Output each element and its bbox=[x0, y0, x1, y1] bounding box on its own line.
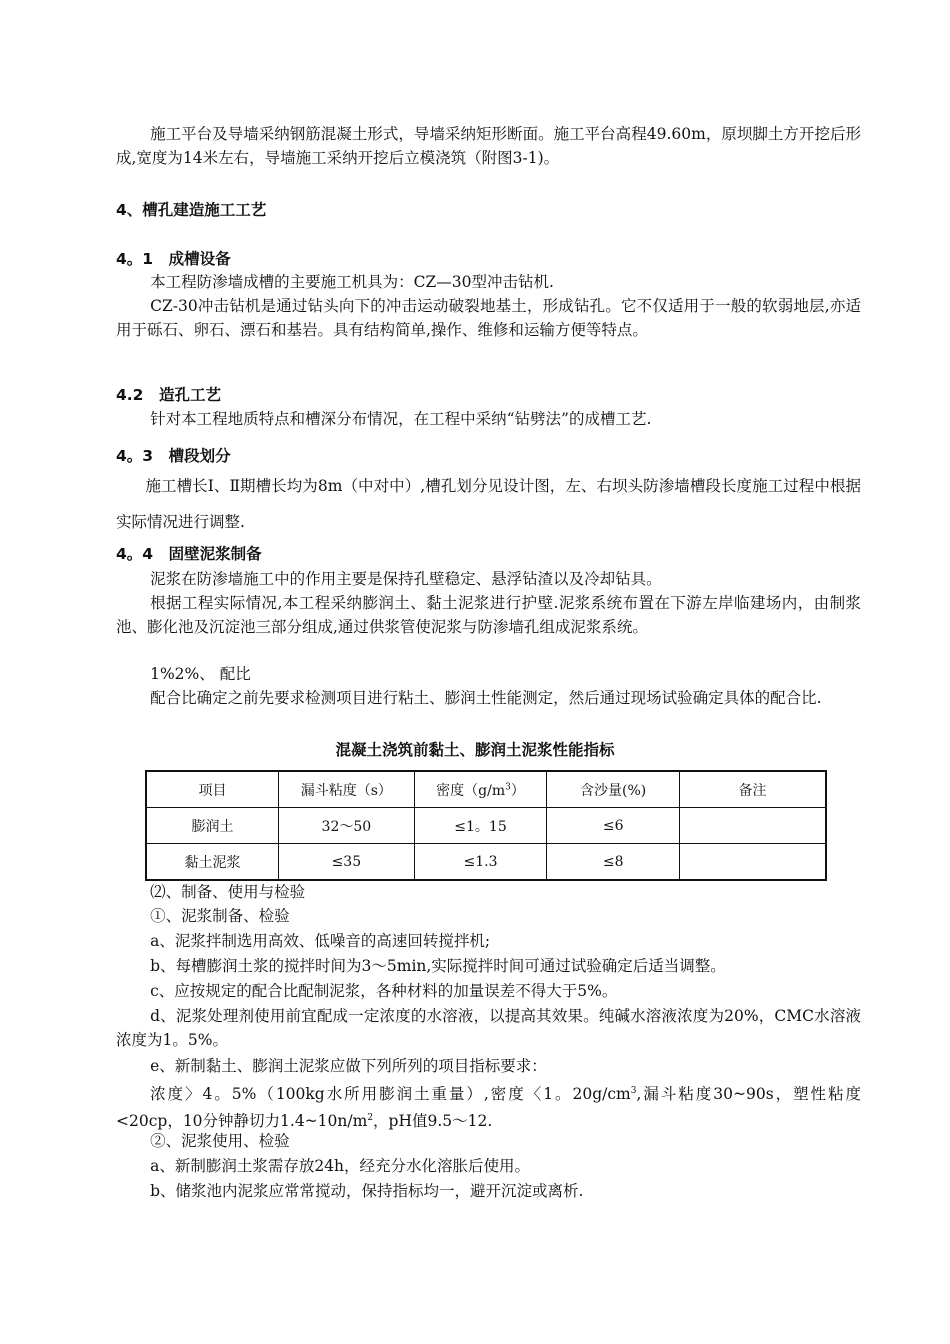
paragraph-item-e: e、新制黏土、膨润土泥浆应做下列所列的项目指标要求： bbox=[150, 1057, 547, 1075]
paragraph-item-d: d、泥浆处理剂使用前宜配成一定浓度的水溶液，以提高其效果。纯碱水溶液浓度为20%，CMC水溶液浓度为1。5%。 bbox=[116, 1007, 861, 1049]
column-header-sand-content: 含沙量(%) bbox=[547, 771, 680, 808]
paragraph-item-b: b、每槽膨润土浆的搅拌时间为3～5min,实际搅拌时间可通过试验确定后适当调整。 bbox=[150, 957, 726, 975]
paragraph-use-a: a、新制膨润土浆需存放24h，经充分水化溶胀后使用。 bbox=[150, 1157, 531, 1175]
column-header-remarks: 备注 bbox=[679, 771, 826, 808]
paragraph-mix-ratio-heading: 1%2%、 配比 bbox=[150, 665, 251, 683]
paragraph-slurry-prep-check: ①、泥浆制备、检验 bbox=[150, 907, 290, 925]
table-row bbox=[146, 844, 826, 881]
paragraph-mix-ratio: 配合比确定之前先要求检测项目进行粘土、膨润土性能测定，然后通过现场试验确定具体的配合比. bbox=[150, 689, 822, 707]
table-cell: ≤35 bbox=[279, 844, 415, 881]
slurry-performance-table bbox=[145, 770, 827, 881]
table-title: 混凝土浇筑前黏土、膨润土泥浆性能指标 bbox=[335, 741, 615, 759]
table-cell: ≤1.3 bbox=[414, 844, 547, 881]
subsection-heading-4-1: 4。1 成槽设备 bbox=[116, 250, 231, 268]
column-header-item: 项目 bbox=[146, 771, 279, 808]
paragraph-use-b: b、储浆池内泥浆应常常搅动，保持指标均一，避开沉淀或离析. bbox=[150, 1182, 584, 1200]
column-header-funnel-viscosity: 漏斗粘度（s） bbox=[279, 771, 415, 808]
column-header-density: 密度$(g/m^3)$ bbox=[414, 771, 547, 808]
paragraph-slot-division: 施工槽长Ⅰ、Ⅱ期槽长均为8m（中对中）,槽孔划分见设计图，左、右坝头防渗墙槽段长度施工过程中根据实际情况进行调整. bbox=[116, 477, 861, 531]
paragraph-item-c: c、应按规定的配合比配制泥浆，各种材料的加量误差不得大于5%。 bbox=[150, 982, 618, 1000]
table-cell: 黏土泥浆 bbox=[146, 844, 279, 881]
table-cell: ≤8 bbox=[547, 844, 680, 881]
paragraph-slurry-use-check: ②、泥浆使用、检验 bbox=[150, 1132, 290, 1150]
paragraph-slurry-system: 根据工程实际情况,本工程采纳膨润土、黏土泥浆进行护壁.泥浆系统布置在下游左岸临建场内，由制浆池、膨化池及沉淀池三部分组成,通过供浆管使泥浆与防渗墙孔组成泥浆系统。 bbox=[116, 594, 861, 636]
section-heading-4: 4、槽孔建造施工工艺 bbox=[116, 201, 267, 219]
table-cell: ≤1。15 bbox=[414, 808, 547, 844]
paragraph-equipment: 本工程防渗墙成槽的主要施工机具为：CZ—30型冲击钻机. bbox=[150, 273, 554, 291]
subsection-heading-4-2: 4.2 造孔工艺 bbox=[116, 386, 221, 404]
table-cell bbox=[679, 808, 826, 844]
table-row bbox=[146, 808, 826, 844]
paragraph-platform: 施工平台及导墙采纳钢筋混凝土形式，导墙采纳矩形断面。施工平台高程49.60m，原坝脚土方开挖后形成,宽度为14米左右，导墙施工采纳开挖后立模浇筑（附图3-1)。 bbox=[116, 125, 861, 167]
paragraph-item-a: a、泥浆拌制选用高效、低噪音的高速回转搅拌机; bbox=[150, 932, 491, 950]
table-cell: 膨润土 bbox=[146, 808, 279, 844]
subsection-heading-4-3: 4。3 槽段划分 bbox=[116, 447, 231, 465]
paragraph-drilling-method: 针对本工程地质特点和槽深分布情况，在工程中采纳“钻劈法”的成槽工艺. bbox=[150, 410, 652, 428]
paragraph-slurry-role: 泥浆在防渗墙施工中的作用主要是保持孔壁稳定、悬浮钻渣以及冷却钻具。 bbox=[150, 570, 662, 588]
paragraph-preparation-heading: ⑵、制备、使用与检验 bbox=[150, 883, 306, 901]
table-cell: 32～50 bbox=[279, 808, 415, 844]
table-cell bbox=[679, 844, 826, 881]
subsection-heading-4-4: 4。4 固壁泥浆制备 bbox=[116, 545, 262, 563]
paragraph-indicators: 浓度〉4。5%（100kg水所用膨润土重量）,密度〈1。$20g/cm^3$,漏斗粘度30~90s，塑性粘度<20cp，10分钟静切力$1.4\sim 10n/m^2$，pH值9.5～12. bbox=[116, 1085, 861, 1130]
table-cell: ≤6 bbox=[547, 808, 680, 844]
table-header-row bbox=[146, 771, 826, 808]
paragraph-drill-description: CZ-30冲击钻机是通过钻头向下的冲击运动破裂地基土，形成钻孔。它不仅适用于一般的软弱地层,亦适用于砾石、卵石、漂石和基岩。具有结构简单,操作、维修和运输方便等特点。 bbox=[116, 297, 861, 339]
